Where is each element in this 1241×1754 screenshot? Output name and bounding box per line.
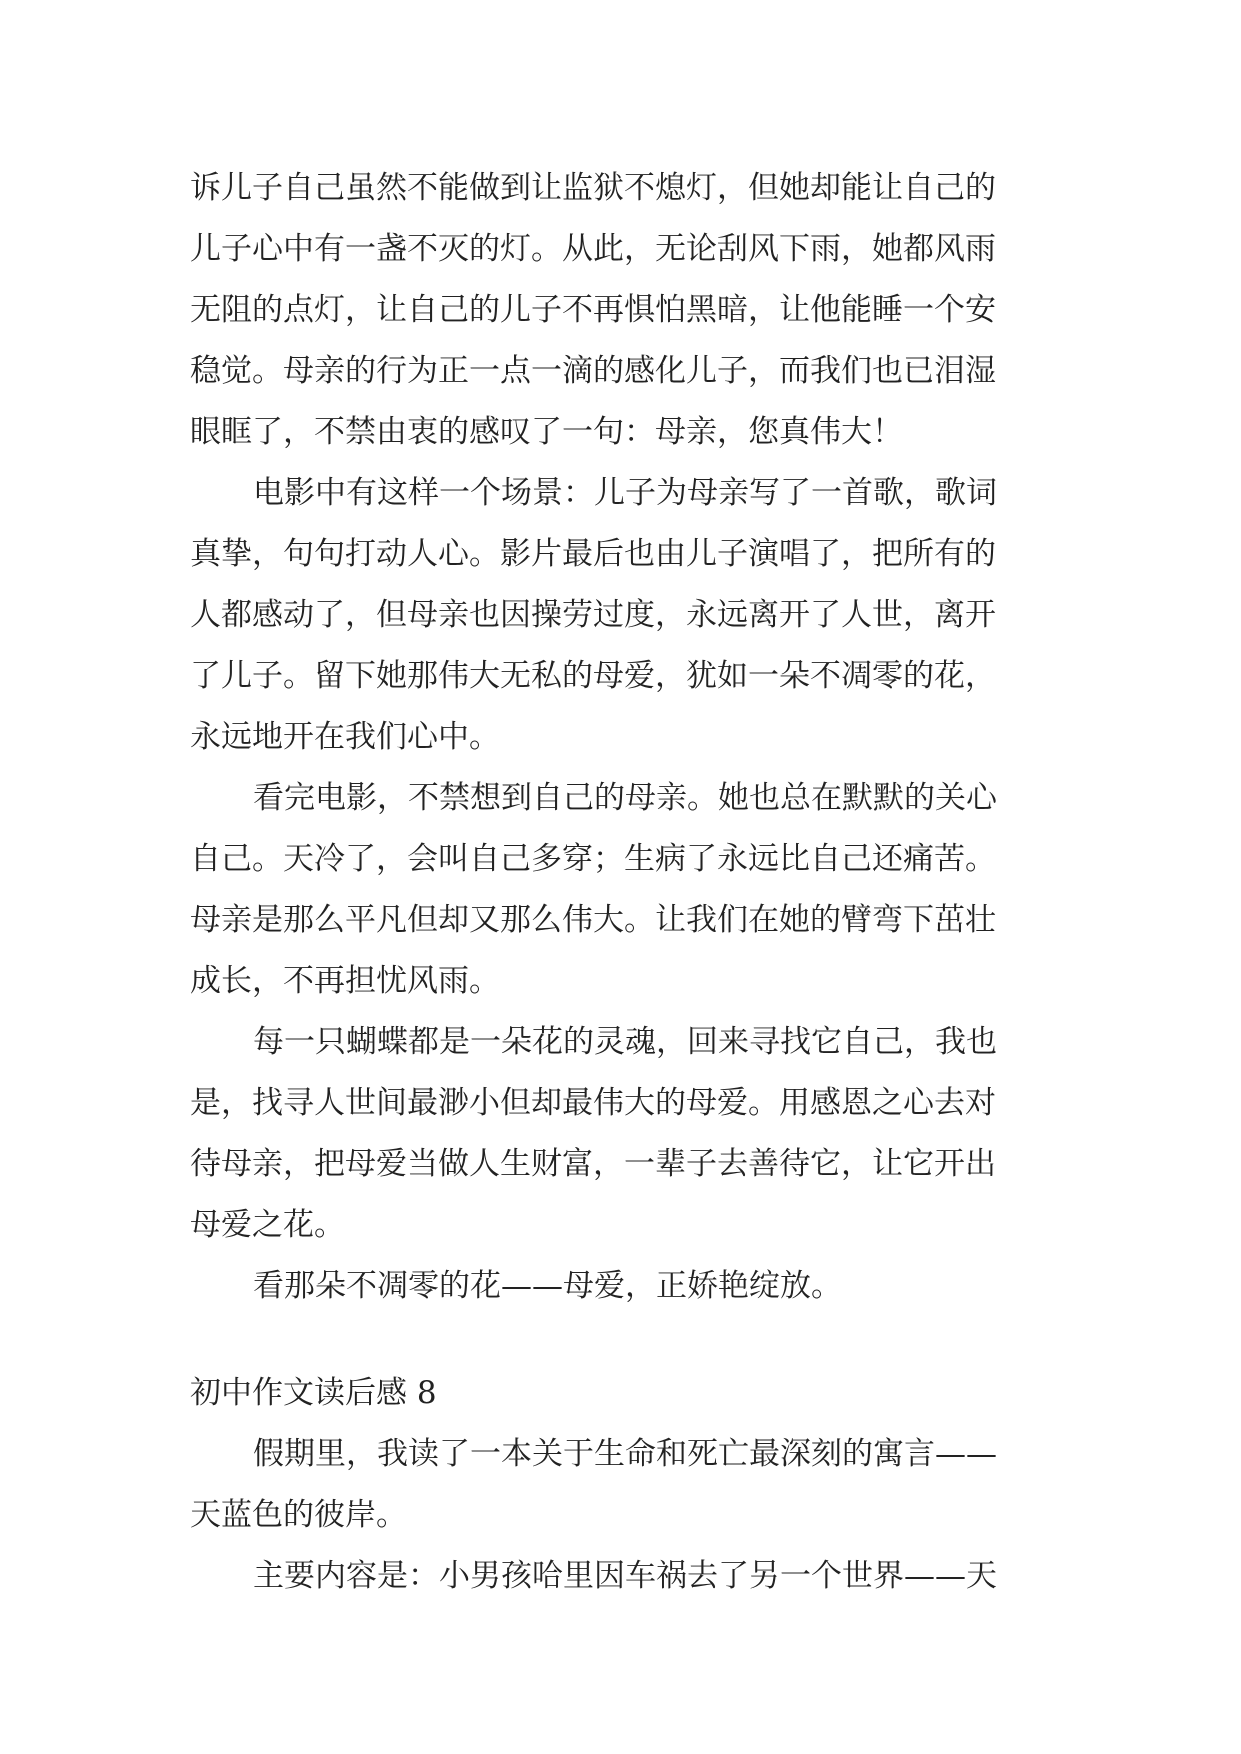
paragraph <box>190 463 1070 768</box>
paragraph <box>190 1546 1070 1607</box>
paragraph-line: 母爱之花。 <box>190 1207 345 1243</box>
paragraph-line: 是，找寻人世间最渺小但却最伟大的母爱。用感恩之心去对 <box>190 1085 996 1121</box>
paragraph-line: 待母亲，把母爱当做人生财富，一辈子去善待它，让它开出 <box>190 1146 996 1182</box>
paragraph-line: 了儿子。留下她那伟大无私的母爱，犹如一朵不凋零的花， <box>190 658 996 694</box>
paragraph-line: 主要内容是：小男孩哈里因车祸去了另一个世界——天 <box>253 1558 997 1594</box>
paragraph-line: 看完电影，不禁想到自己的母亲。她也总在默默的关心 <box>253 780 997 816</box>
paragraph-line: 天蓝色的彼岸。 <box>190 1497 407 1533</box>
paragraph-line: 眼眶了，不禁由衷的感叹了一句：母亲，您真伟大！ <box>190 414 903 450</box>
paragraph-line: 永远地开在我们心中。 <box>190 719 500 755</box>
paragraph <box>190 158 1070 463</box>
document-body <box>190 158 1070 1607</box>
section-spacer <box>190 1317 1070 1363</box>
paragraph-line: 稳觉。母亲的行为正一点一滴的感化儿子，而我们也已泪湿 <box>190 353 996 389</box>
paragraph <box>190 1424 1070 1546</box>
paragraph <box>190 1012 1070 1256</box>
paragraph-line: 无阻的点灯，让自己的儿子不再惧怕黑暗，让他能睡一个安 <box>190 292 996 328</box>
paragraph-line: 人都感动了，但母亲也因操劳过度，永远离开了人世，离开 <box>190 597 996 633</box>
paragraph-line: 母亲是那么平凡但却又那么伟大。让我们在她的臂弯下茁壮 <box>190 902 996 938</box>
paragraph-line: 每一只蝴蝶都是一朵花的灵魂，回来寻找它自己，我也 <box>253 1024 997 1060</box>
paragraph-line: 自己。天冷了，会叫自己多穿；生病了永远比自己还痛苦。 <box>190 841 996 877</box>
paragraph-line: 儿子心中有一盏不灭的灯。从此，无论刮风下雨，她都风雨 <box>190 231 996 267</box>
paragraph <box>190 1256 1070 1317</box>
paragraph-line: 诉儿子自己虽然不能做到让监狱不熄灯，但她却能让自己的 <box>190 170 996 206</box>
paragraph-line: 看那朵不凋零的花——母爱，正娇艳绽放。 <box>253 1268 842 1304</box>
paragraph <box>190 768 1070 1012</box>
section-heading: 初中作文读后感 8 <box>190 1375 437 1411</box>
paragraph-line: 成长，不再担忧风雨。 <box>190 963 500 999</box>
paragraph-line: 假期里，我读了一本关于生命和死亡最深刻的寓言—— <box>253 1436 997 1472</box>
paragraph-line: 真挚，句句打动人心。影片最后也由儿子演唱了，把所有的 <box>190 536 996 572</box>
paragraph-line: 电影中有这样一个场景：儿子为母亲写了一首歌，歌词 <box>253 475 997 511</box>
